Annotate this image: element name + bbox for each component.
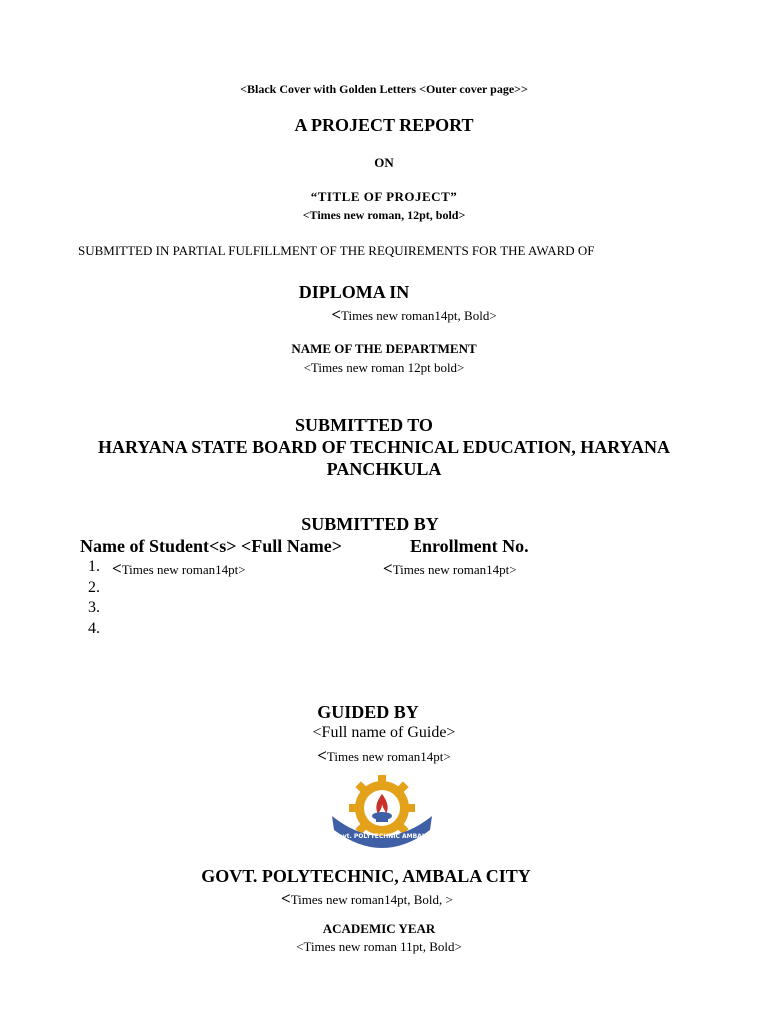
student-name-column-header: Name of Student<s> <Full Name> <box>80 536 343 556</box>
submission-statement: SUBMITTED IN PARTIAL FULFILLMENT OF THE REQUIREMENTS FOR THE AWARD OF <box>78 243 595 258</box>
report-heading: A PROJECT REPORT <box>294 115 474 135</box>
guide-hint-lt: < <box>317 746 327 765</box>
submitted-to-heading: SUBMITTED TO <box>295 415 433 435</box>
institution-hint <box>281 889 453 909</box>
diploma-hint-text: Times new roman14pt, Bold> <box>341 308 497 323</box>
student-row-number: 4. <box>88 620 100 637</box>
diploma-hint-lt: < <box>331 305 342 324</box>
student-row-number: 1. <box>88 558 100 575</box>
diploma-hint <box>30 305 768 325</box>
submitted-by-heading: SUBMITTED BY <box>301 514 439 534</box>
student-name-hint-text: Times new roman14pt> <box>121 562 246 577</box>
guided-by-heading: GUIDED BY <box>317 702 419 722</box>
enrollment-column-header: Enrollment No. <box>410 536 529 556</box>
board-name: HARYANA STATE BOARD OF TECHNICAL EDUCATION, HARYANA <box>98 437 670 457</box>
enrollment-hint <box>383 559 517 579</box>
student-name-hint-lt: < <box>112 559 122 578</box>
on-text: ON <box>374 155 394 170</box>
logo-text: Govt. POLYTECHNIC AMBALA <box>333 833 431 840</box>
institution-hint-lt: < <box>281 889 291 908</box>
academic-year-hint: <Times new roman 11pt, Bold> <box>296 939 462 954</box>
student-row-number: 3. <box>88 599 100 616</box>
enrollment-hint-lt: < <box>383 559 393 578</box>
institution-name: GOVT. POLYTECHNIC, AMBALA CITY <box>201 866 531 886</box>
guide-hint <box>0 746 768 766</box>
institution-hint-text: Times new roman14pt, Bold, > <box>290 892 453 907</box>
board-city: PANCHKULA <box>326 459 442 479</box>
guide-hint-text: Times new roman14pt> <box>326 749 451 764</box>
department-heading: NAME OF THE DEPARTMENT <box>291 341 477 356</box>
project-title: “TITLE OF PROJECT” <box>310 189 458 204</box>
project-title-hint: <Times new roman, 12pt, bold> <box>302 208 466 222</box>
department-hint: <Times new roman 12pt bold> <box>303 360 465 375</box>
diploma-heading: DIPLOMA IN <box>298 282 410 302</box>
guide-name: <Full name of Guide> <box>312 724 456 741</box>
polytechnic-logo <box>320 772 444 848</box>
academic-year-heading: ACADEMIC YEAR <box>322 921 436 936</box>
student-row-number: 2. <box>88 579 100 596</box>
cover-note: <Black Cover with Golden Letters <Outer cover page>> <box>240 82 528 96</box>
enrollment-hint-text: Times new roman14pt> <box>392 562 517 577</box>
gear-icon <box>349 775 415 841</box>
student-name-hint <box>112 559 246 579</box>
